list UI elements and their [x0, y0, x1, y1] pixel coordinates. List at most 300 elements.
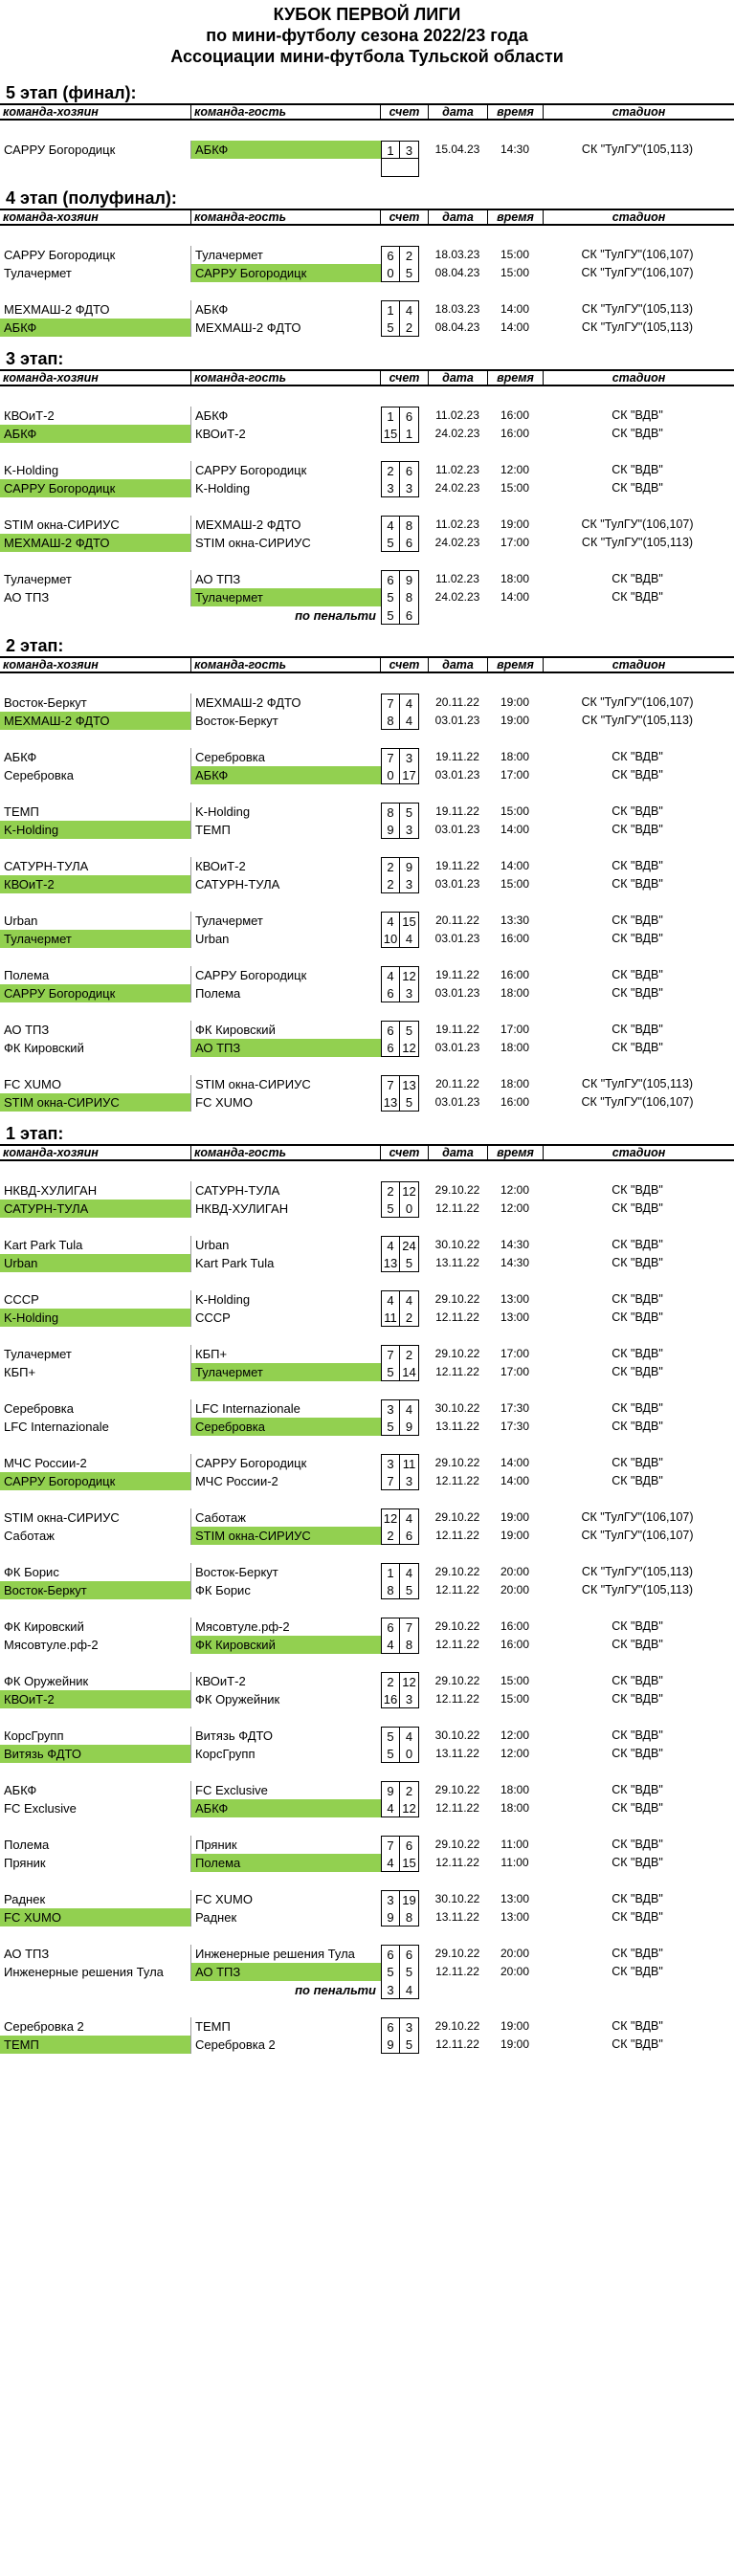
guest-team: СССР: [195, 1310, 231, 1325]
match-venue: СК "ВДВ": [612, 1673, 663, 1687]
host-score: 0: [381, 264, 400, 282]
host-team: САРРУ Богородицк: [0, 1472, 191, 1490]
match-date: 29.10.22: [434, 2018, 480, 2033]
match-date: 13.11.22: [435, 1419, 479, 1433]
guest-score: 3: [400, 141, 419, 159]
header-guest: команда-гость: [191, 1146, 381, 1159]
host-score: 5: [381, 1745, 400, 1763]
penalty-score-home: 5: [381, 606, 400, 625]
host-team: Серебровка 2: [0, 2017, 191, 2036]
match-date: 03.01.23: [434, 932, 480, 946]
match-venue: СК "ТулГУ"(106,107): [581, 517, 694, 531]
match-venue: СК "ТулГУ"(105,113): [581, 143, 694, 156]
match-time: 19:00: [500, 2018, 530, 2033]
guest-score: 3: [400, 479, 419, 497]
match-date: 08.04.23: [434, 320, 480, 335]
match-date: 29.10.22: [434, 1782, 480, 1796]
match-row: [0, 984, 734, 1002]
guest-team: НКВД-ХУЛИГАН: [195, 1200, 289, 1216]
host-score: 7: [381, 1345, 400, 1363]
match-time: 18:00: [500, 986, 530, 1001]
match-time: 17:00: [500, 535, 530, 549]
guest-team: Полема: [191, 1854, 381, 1872]
guest-score: 4: [400, 1508, 419, 1527]
guest-team: Мясовтуле.рф-2: [195, 1618, 290, 1634]
match-time: 17:00: [500, 1364, 530, 1378]
match-row: [0, 1908, 734, 1926]
penalty-label: по пенальти: [295, 1982, 376, 1997]
match-date: 15.04.23: [434, 143, 480, 156]
guest-team: Раднек: [195, 1909, 237, 1925]
match-row: [0, 1727, 734, 1745]
match-date: 29.10.22: [434, 1182, 480, 1197]
match-time: 15:00: [500, 1691, 530, 1706]
host-score: 5: [381, 1963, 400, 1981]
host-score: 6: [381, 570, 400, 588]
header-guest: команда-гость: [191, 371, 381, 385]
host-score: 9: [381, 821, 400, 839]
match-row: [0, 534, 734, 552]
host-team: K-Holding: [0, 461, 191, 479]
host-score: 12: [381, 1508, 400, 1527]
host-score: 5: [381, 534, 400, 552]
guest-team: FC Exclusive: [195, 1782, 268, 1797]
match-row: [0, 1093, 734, 1112]
match-date: 29.10.22: [434, 1509, 480, 1524]
match-time: 13:00: [500, 1291, 530, 1306]
match-venue: СК "ВДВ": [612, 1964, 663, 1978]
header-host: команда-хозяин: [0, 658, 191, 672]
guest-team: АБКФ: [191, 141, 381, 159]
host-team: STIM окна-СИРИУС: [0, 516, 191, 534]
guest-team: Kart Park Tula: [195, 1255, 275, 1270]
match-time: 18:00: [500, 571, 530, 585]
match-venue: СК "ТулГУ"(106,107): [581, 248, 694, 262]
guest-team: Тулачермет: [191, 1363, 381, 1381]
guest-team: Тулачермет: [195, 248, 263, 263]
guest-team: АБКФ: [191, 1799, 381, 1817]
match-venue: СК "ВДВ": [612, 1455, 663, 1469]
match-row: [0, 1454, 734, 1472]
header-score: счет: [381, 658, 429, 672]
match-venue: СК "ВДВ": [612, 571, 663, 585]
host-score: 4: [381, 516, 400, 534]
host-team: САРРУ Богородицк: [0, 141, 191, 159]
match-row: [0, 1309, 734, 1327]
match-time: 13:00: [500, 1909, 530, 1924]
host-team: Urban: [0, 1254, 191, 1272]
guest-team: ТЕМП: [195, 823, 231, 838]
guest-team: Urban: [195, 1237, 230, 1252]
host-team: Kart Park Tula: [0, 1236, 191, 1254]
guest-team: FC XUMO: [195, 1095, 253, 1111]
host-team: САРРУ Богородицк: [0, 479, 191, 497]
host-score: 5: [381, 319, 400, 337]
guest-team: ФК Кировский: [195, 1023, 276, 1038]
match-row: [0, 748, 734, 766]
host-team: Восток-Беркут: [0, 694, 191, 712]
host-team: ТЕМП: [0, 803, 191, 821]
match-row: [0, 588, 734, 606]
host-team: ФК Кировский: [0, 1618, 191, 1636]
match-row: [0, 1618, 734, 1636]
guest-score: 2: [400, 1309, 419, 1327]
guest-team: STIM окна-СИРИУС: [195, 535, 311, 550]
match-time: 14:30: [500, 143, 530, 156]
match-venue: СК "ТулГУ"(105,113): [581, 1077, 694, 1091]
guest-score: 24: [400, 1236, 419, 1254]
host-score: 11: [381, 1309, 400, 1327]
guest-score: 12: [400, 966, 419, 984]
host-score: 8: [381, 712, 400, 730]
guest-team: K-Holding: [195, 1291, 251, 1307]
guest-team: Восток-Беркут: [195, 714, 278, 729]
match-date: 12.11.22: [435, 1800, 479, 1815]
guest-team: ФК Оружейник: [195, 1691, 280, 1706]
host-team: ФК Кировский: [0, 1039, 191, 1057]
guest-score: 5: [400, 803, 419, 821]
match-time: 18:00: [500, 1041, 530, 1055]
match-row: [0, 1363, 734, 1381]
match-date: 30.10.22: [434, 1728, 480, 1742]
host-team: АБКФ: [0, 319, 191, 337]
guest-team: K-Holding: [195, 480, 251, 495]
host-score: 4: [381, 1854, 400, 1872]
match-venue: СК "ТулГУ"(106,107): [581, 1528, 694, 1542]
host-score: 7: [381, 694, 400, 712]
match-date: 03.01.23: [434, 823, 480, 837]
match-time: 12:00: [500, 1728, 530, 1742]
host-team: Серебровка: [0, 1399, 191, 1418]
guest-team: АБКФ: [191, 766, 381, 784]
match-venue: СК "ВДВ": [612, 1800, 663, 1815]
host-score: 7: [381, 1075, 400, 1093]
match-date: 12.11.22: [435, 2037, 479, 2051]
match-time: 18:00: [500, 1077, 530, 1091]
match-venue: СК "ВДВ": [612, 1200, 663, 1215]
guest-score: 4: [400, 1399, 419, 1418]
guest-team: FC XUMO: [195, 1891, 253, 1906]
match-date: 18.03.23: [434, 302, 480, 317]
match-venue: СК "ВДВ": [612, 1237, 663, 1251]
match-row: [0, 141, 734, 159]
match-row: [0, 1945, 734, 1963]
match-row: [0, 1181, 734, 1200]
host-score: 6: [381, 1039, 400, 1057]
match-row: [0, 2036, 734, 2054]
guest-team: Тулачермет: [191, 588, 381, 606]
host-team: АБКФ: [0, 1781, 191, 1799]
match-venue: СК "ВДВ": [612, 1182, 663, 1197]
match-time: 19:00: [500, 695, 530, 710]
host-score: 7: [381, 1836, 400, 1854]
match-date: 29.10.22: [434, 1946, 480, 1960]
header-date: дата: [429, 371, 488, 385]
match-time: 16:00: [500, 1637, 530, 1651]
header-score: счет: [381, 105, 429, 119]
match-row: [0, 1690, 734, 1708]
match-venue: СК "ВДВ": [612, 1400, 663, 1415]
match-time: 13:30: [500, 914, 530, 928]
host-score: 13: [381, 1093, 400, 1112]
host-team: САТУРН-ТУЛА: [0, 857, 191, 875]
host-team: САТУРН-ТУЛА: [0, 1200, 191, 1218]
guest-team: Пряник: [195, 1837, 237, 1852]
match-date: 11.02.23: [435, 517, 479, 531]
match-date: 03.01.23: [434, 768, 480, 782]
match-row: [0, 1527, 734, 1545]
guest-team: Полема: [195, 986, 241, 1002]
match-row: [0, 1836, 734, 1854]
match-date: 29.10.22: [434, 1673, 480, 1687]
match-venue: СК "ВДВ": [612, 1746, 663, 1760]
match-row: [0, 1254, 734, 1272]
match-venue: СК "ТулГУ"(105,113): [581, 302, 694, 317]
header-venue: стадион: [612, 370, 666, 385]
match-venue: СК "ВДВ": [612, 1691, 663, 1706]
guest-team: Urban: [195, 932, 230, 947]
match-time: 16:00: [500, 426, 530, 440]
guest-score: 4: [400, 300, 419, 319]
guest-team: АО ТПЗ: [191, 1963, 381, 1981]
match-row: [0, 461, 734, 479]
guest-score: 5: [400, 2036, 419, 2054]
guest-score: 3: [400, 2017, 419, 2036]
page-subtitle-association: Ассоциации мини-футбола Тульской области: [170, 47, 564, 66]
match-row: [0, 1472, 734, 1490]
host-team: STIM окна-СИРИУС: [0, 1508, 191, 1527]
match-row: [0, 606, 734, 625]
guest-score: 4: [400, 694, 419, 712]
match-venue: СК "ВДВ": [612, 859, 663, 873]
match-row: [0, 1200, 734, 1218]
match-venue: СК "ВДВ": [612, 1255, 663, 1269]
match-venue: СК "ВДВ": [612, 823, 663, 837]
guest-score: 12: [400, 1039, 419, 1057]
guest-score: 8: [400, 1908, 419, 1926]
host-score: 9: [381, 2036, 400, 2054]
host-score: 6: [381, 984, 400, 1002]
host-score: 3: [381, 1890, 400, 1908]
guest-team: АО ТПЗ: [191, 1039, 381, 1057]
host-team: НКВД-ХУЛИГАН: [0, 1181, 191, 1200]
host-score: 5: [381, 1418, 400, 1436]
match-time: 14:00: [500, 302, 530, 317]
guest-score: 4: [400, 1290, 419, 1309]
match-venue: СК "ТулГУ"(106,107): [581, 1095, 694, 1110]
match-row: [0, 1799, 734, 1817]
match-date: 29.10.22: [434, 1618, 480, 1633]
host-team: КВОиТ-2: [0, 1690, 191, 1708]
host-score: 10: [381, 930, 400, 948]
match-row: [0, 1399, 734, 1418]
guest-team: МЕХМАШ-2 ФДТО: [195, 695, 301, 711]
header-date: дата: [429, 105, 488, 119]
host-score: 0: [381, 766, 400, 784]
match-time: 16:00: [500, 968, 530, 982]
match-row: [0, 300, 734, 319]
match-venue: СК "ВДВ": [612, 1855, 663, 1869]
host-score: 1: [381, 141, 400, 159]
match-venue: СК "ТулГУ"(105,113): [581, 320, 694, 335]
spacer-row: [0, 159, 734, 177]
match-time: 12:00: [500, 1182, 530, 1197]
match-date: 29.10.22: [434, 1564, 480, 1578]
guest-score: 8: [400, 1636, 419, 1654]
host-team: FC Exclusive: [0, 1799, 191, 1817]
host-score: 2: [381, 461, 400, 479]
match-date: 30.10.22: [434, 1237, 480, 1251]
guest-team: КВОиТ-2: [195, 426, 246, 441]
match-venue: СК "ВДВ": [612, 1909, 663, 1924]
host-team: МЕХМАШ-2 ФДТО: [0, 534, 191, 552]
match-date: 12.11.22: [435, 1691, 479, 1706]
host-score: 6: [381, 2017, 400, 2036]
host-score: 2: [381, 875, 400, 893]
guest-team: Восток-Беркут: [195, 1564, 278, 1579]
guest-score: 8: [400, 516, 419, 534]
match-time: 20:00: [500, 1946, 530, 1960]
guest-team: STIM окна-СИРИУС: [191, 1527, 381, 1545]
host-score: 1: [381, 407, 400, 425]
match-venue: СК "ВДВ": [612, 1473, 663, 1487]
match-date: 19.11.22: [435, 859, 479, 873]
host-team: LFC Internazionale: [0, 1418, 191, 1436]
host-score: 2: [381, 1527, 400, 1545]
match-date: 29.10.22: [434, 1837, 480, 1851]
match-time: 17:00: [500, 1023, 530, 1037]
header-host: команда-хозяин: [0, 210, 191, 224]
host-team: АБКФ: [0, 425, 191, 443]
guest-team: Витязь ФДТО: [195, 1728, 273, 1743]
match-time: 17:30: [500, 1400, 530, 1415]
match-date: 11.02.23: [435, 407, 479, 422]
guest-score: 15: [400, 1854, 419, 1872]
host-score: 15: [381, 425, 400, 443]
host-score: 5: [381, 1363, 400, 1381]
match-date: 12.11.22: [435, 1310, 479, 1324]
guest-score: 5: [400, 1254, 419, 1272]
match-row: [0, 966, 734, 984]
match-time: 19:00: [500, 714, 530, 728]
guest-score: 3: [400, 821, 419, 839]
match-date: 12.11.22: [435, 1364, 479, 1378]
guest-score: 2: [400, 246, 419, 264]
guest-score: 3: [400, 1472, 419, 1490]
guest-team: STIM окна-СИРИУС: [195, 1077, 311, 1092]
match-row: [0, 516, 734, 534]
match-row: [0, 1581, 734, 1599]
match-row: [0, 1781, 734, 1799]
guest-score: 17: [400, 766, 419, 784]
match-venue: СК "ВДВ": [612, 877, 663, 892]
match-time: 14:00: [500, 859, 530, 873]
match-venue: СК "ВДВ": [612, 1346, 663, 1360]
header-score: счет: [381, 210, 429, 224]
guest-score: 4: [400, 1563, 419, 1581]
match-time: 16:00: [500, 1095, 530, 1110]
header-venue: стадион: [612, 658, 666, 672]
guest-team: Инженерные решения Тула: [195, 1946, 355, 1961]
table-header: [0, 209, 734, 226]
guest-score: 3: [400, 875, 419, 893]
header-venue: стадион: [612, 210, 666, 225]
match-date: 29.10.22: [434, 1346, 480, 1360]
match-date: 12.11.22: [435, 1637, 479, 1651]
host-team: Раднек: [0, 1890, 191, 1908]
guest-team: K-Holding: [195, 804, 251, 820]
host-team: МЧС России-2: [0, 1454, 191, 1472]
match-venue: СК "ВДВ": [612, 1837, 663, 1851]
table-header: [0, 1144, 734, 1161]
guest-team: Серебровка: [195, 750, 265, 765]
penalty-score-home: 3: [381, 1981, 400, 1999]
host-team: Инженерные решения Тула: [0, 1963, 191, 1981]
header-date: дата: [429, 210, 488, 224]
match-date: 30.10.22: [434, 1400, 480, 1415]
match-date: 12.11.22: [435, 1582, 479, 1596]
match-time: 15:00: [500, 804, 530, 819]
guest-team: КорсГрупп: [195, 1746, 256, 1761]
match-venue: СК "ТулГУ"(105,113): [581, 1582, 694, 1596]
host-score: 9: [381, 1908, 400, 1926]
match-row: [0, 857, 734, 875]
guest-team: АО ТПЗ: [195, 571, 241, 586]
host-team: КорсГрупп: [0, 1727, 191, 1745]
guest-team: ФК Борис: [195, 1582, 251, 1597]
header-guest: команда-гость: [191, 210, 381, 224]
match-venue: СК "ВДВ": [612, 1637, 663, 1651]
guest-score: 6: [400, 407, 419, 425]
match-date: 20.11.22: [435, 695, 479, 710]
stage-title: 1 этап:: [6, 1123, 64, 1143]
guest-team: МЕХМАШ-2 ФДТО: [195, 517, 301, 532]
guest-score: 5: [400, 1581, 419, 1599]
match-venue: СК "ВДВ": [612, 426, 663, 440]
match-venue: СК "ВДВ": [612, 1041, 663, 1055]
match-time: 15:00: [500, 248, 530, 262]
guest-score: 1: [400, 425, 419, 443]
stage-title: 2 этап:: [6, 636, 64, 656]
guest-score: 6: [400, 1945, 419, 1963]
host-score: 7: [381, 1472, 400, 1490]
match-date: 12.11.22: [435, 1200, 479, 1215]
match-date: 20.11.22: [435, 1077, 479, 1091]
host-team: K-Holding: [0, 821, 191, 839]
match-venue: СК "ВДВ": [612, 1946, 663, 1960]
match-date: 29.10.22: [434, 1291, 480, 1306]
stage-title: 5 этап (финал):: [6, 83, 137, 102]
match-row: [0, 766, 734, 784]
match-time: 16:00: [500, 1618, 530, 1633]
header-venue: стадион: [612, 1145, 666, 1159]
match-date: 24.02.23: [434, 426, 480, 440]
match-venue: СК "ВДВ": [612, 914, 663, 928]
match-time: 20:00: [500, 1582, 530, 1596]
guest-team: САРРУ Богородицк: [195, 1455, 307, 1470]
match-date: 03.01.23: [434, 877, 480, 892]
match-time: 19:00: [500, 1528, 530, 1542]
match-time: 19:00: [500, 517, 530, 531]
match-time: 16:00: [500, 932, 530, 946]
guest-score: 2: [400, 1781, 419, 1799]
host-team: ТЕМП: [0, 2036, 191, 2054]
match-time: 18:00: [500, 1782, 530, 1796]
match-time: 11:00: [500, 1837, 529, 1851]
match-date: 12.11.22: [435, 1528, 479, 1542]
match-row: [0, 1745, 734, 1763]
guest-score: 2: [400, 1345, 419, 1363]
